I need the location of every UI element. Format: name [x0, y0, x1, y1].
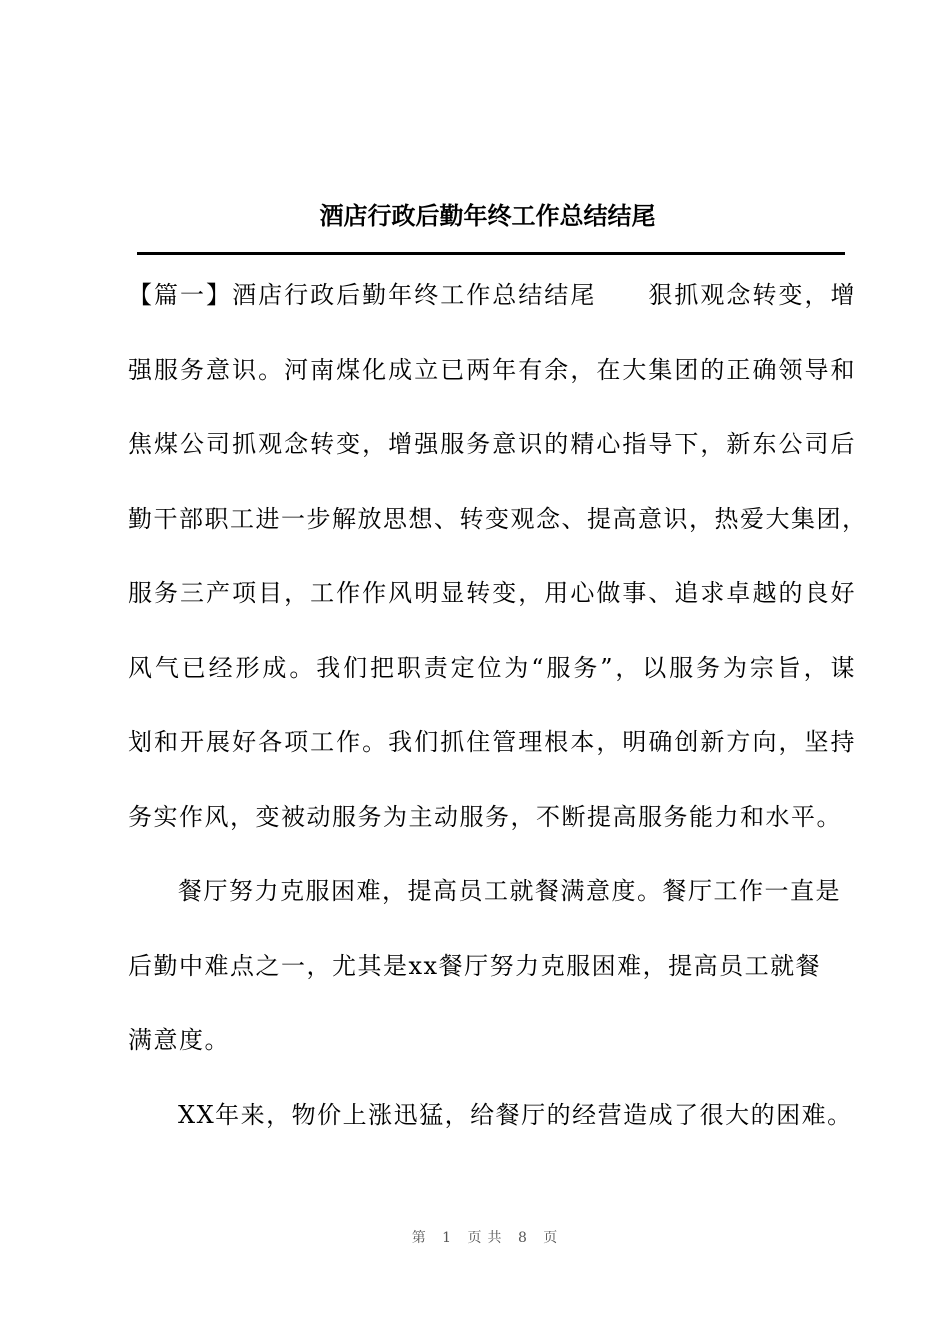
paragraph-line: 焦煤公司抓观念转变，增强服务意识的精心指导下，新东公司后 [128, 430, 856, 458]
paragraph-line: 风气已经形成。我们把职责定位为“服务”，以服务为宗旨，谋 [128, 653, 856, 682]
paragraph-line: 务实作风，变被动服务为主动服务，不断提高服务能力和水平。 [128, 802, 842, 831]
title-divider [137, 252, 845, 255]
page-number-footer: 第 1 页共 8 页 [411, 1230, 564, 1246]
paragraph-line: 【篇一】酒店行政后勤年终工作总结结尾 狠抓观念转变，增 [128, 281, 856, 309]
paragraph-line: 划和开展好各项工作。我们抓住管理根本，明确创新方向，坚持 [128, 728, 856, 756]
document-body [128, 270, 868, 1164]
document-title: 酒店行政后勤年终工作总结结尾 [319, 201, 656, 230]
paragraph-line: 勤干部职工进一步解放思想、转变观念、提高意识，热爱大集团， [128, 504, 868, 533]
paragraph-line: 服务三产项目，工作作风明显转变，用心做事、追求卓越的良好 [128, 579, 856, 607]
paragraph-line: 强服务意识。河南煤化成立已两年有余，在大集团的正确领导和 [128, 355, 856, 384]
paragraph-line: 满意度。 [128, 1026, 230, 1054]
paragraph-line: 餐厅努力克服困难，提高员工就餐满意度。餐厅工作一直是 [178, 877, 841, 905]
paragraph-line: XX年来，物价上涨迅猛，给餐厅的经营造成了很大的困难。 [178, 1100, 853, 1129]
paragraph-line: 后勤中难点之一，尤其是xx餐厅努力克服困难，提高员工就餐 [128, 951, 822, 980]
